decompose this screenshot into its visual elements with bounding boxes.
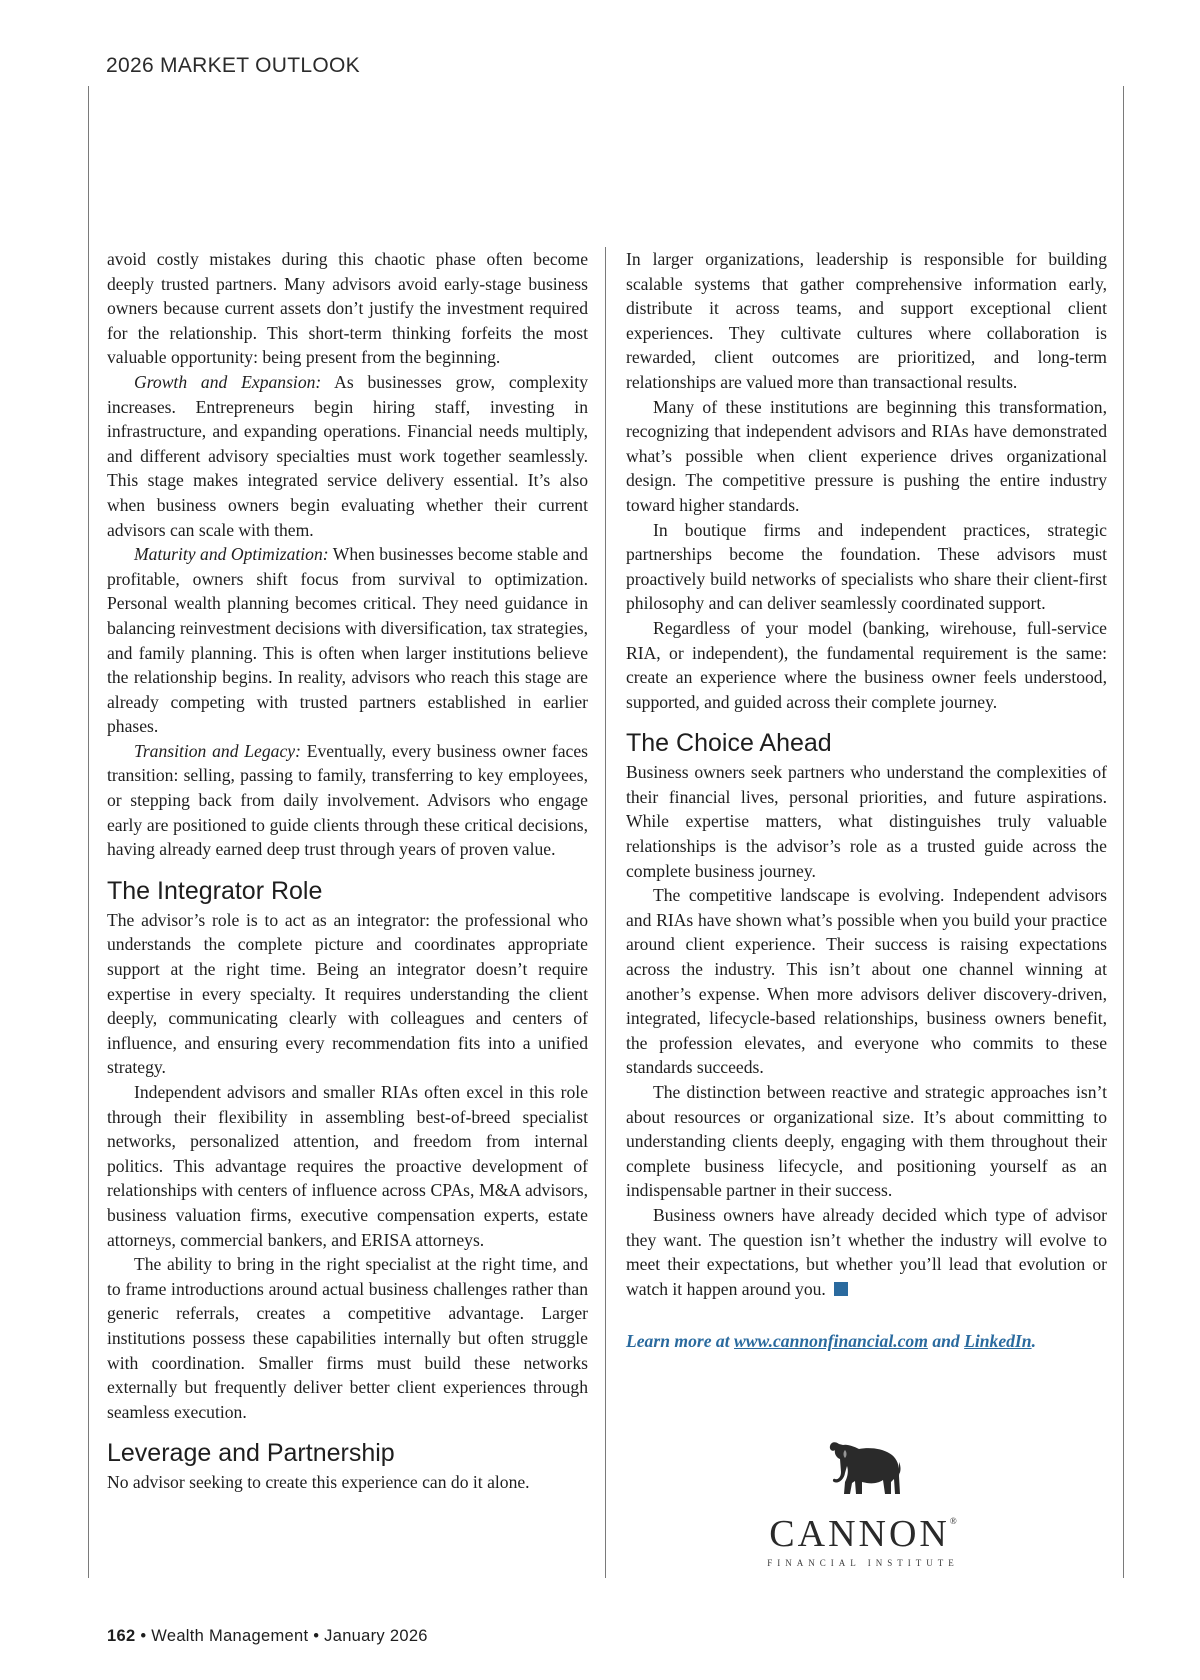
left-column-rule [88,86,89,1578]
learn-more-line [626,1329,1107,1353]
paragraph: The competitive landscape is evolving. Independent advisors and RIAs have shown what’s possible when you build your practice around client experience. Their success is raising expectations across the industry. This isn’t about one channel winning at another’s expense. When more advisors deliver discovery-driven, integrated, lifecycle-based relationships, business owners benefit, the profession elevates, and everyone who commits to these standards succeeds. [626,885,1107,1078]
paragraph-lead: Maturity and Optimization: [134,544,329,565]
paragraph: Business owners seek partners who understand the complexities of their financial lives, personal priorities, and future aspirations. While expertise matters, what distinguishes truly valuable relationships is the advisor’s role as a trusted guide across the complete business journey. [626,762,1107,881]
paragraph [107,542,588,739]
paragraph [107,370,588,542]
paragraph-lead: Transition and Legacy: [134,740,301,761]
end-mark-icon [834,1282,848,1296]
paragraph: avoid costly mistakes during this chaotic phase often become deeply trusted partners. Many advisors avoid early-stage business owners because current assets don’t justify the investment required for the relationship. This short-term thinking forfeits the most valuable opportunity: being present from the beginning. [107,249,588,368]
paragraph: In larger organizations, leadership is responsible for building scalable systems that gather comprehensive information early, distribute it across teams, and support exceptional client experiences. They cultivate cultures where collaboration is rewarded, client outcomes are prioritized, and long-term relationships are valued more than transactional results. [626,249,1107,392]
page-number: 162 [107,1627,136,1645]
running-title: 2026 MARKET OUTLOOK [106,54,360,77]
paragraph-body: Business owners have already decided which type of advisor they want. The question isn’t whether the industry will evolve to meet their expectations, but whether you’ll lead that evolution or watch it happen around you. [626,1204,1107,1299]
section-heading: Leverage and Partnership [107,1439,395,1468]
paragraph-lead: Growth and Expansion: [134,371,322,392]
learn-more-and: and [927,1331,965,1352]
paragraph: In boutique firms and independent practices, strategic partnerships become the foundation. These advisors must proactively build networks of specialists who share their client-first philosophy and can deliver seamlessly coordinated support. [626,519,1107,614]
learn-more-prefix: Learn more at [626,1331,735,1352]
cannon-logo [748,1432,978,1582]
publication-info: • Wealth Management • January 2026 [135,1627,428,1645]
right-column [626,247,1107,1353]
paragraph: Regardless of your model (banking, wirehouse, full-service RIA, or independent), the fundamental requirement is the same: create an experience where the business owner feels understood, supported, and guided across their complete journey. [626,617,1107,712]
paragraph-body: Eventually, every business owner faces transition: selling, passing to family, transferring to key employees, or stepping back from daily involvement. Advisors who engage early are positioned to guide clients through these critical decisions, having already earned deep trust through years of proven value. [107,740,588,860]
paragraph-body: As businesses grow, complexity increases. Entrepreneurs begin hiring staff, investing in infrastructure, and expanding operations. Financial needs multiply, and different advisory specialties must work together seamlessly. This stage makes integrated service delivery essential. It’s also when business owners begin evaluating whether their current advisors can scale with them. [107,371,588,540]
paragraph: The distinction between reactive and strategic approaches isn’t about resources or organizational size. It’s about committing to understanding clients deeply, engaging with them throughout their complete business lifecycle, and positioning yourself as an indispensable partner in their success. [626,1082,1107,1201]
paragraph: The ability to bring in the right specialist at the right time, and to frame introductions around actual business challenges rather than generic referrals, creates a competitive advantage. Larger institutions possess these capabilities internally but often struggle with coordination. Smaller firms must build these networks externally but frequently deliver better client experiences through seamless execution. [107,1254,588,1422]
paragraph [107,739,588,862]
logo-wordmark [748,1512,978,1556]
linkedin-link[interactable]: LinkedIn [964,1331,1032,1352]
paragraph: The advisor’s role is to act as an integrator: the professional who understands the complete picture and coordinates appropriate support at the right time. Being an integrator doesn’t require expertise in every specialty. It requires understanding the client deeply, communicating clearly with colleagues and centers of influence, and ensuring every recommendation fits into a unified strategy. [107,909,588,1078]
section-heading: The Integrator Role [107,876,323,905]
website-link[interactable]: www.cannonfinancial.com [734,1331,928,1352]
elephant-icon [825,1432,901,1504]
paragraph: No advisor seeking to create this experience can do it alone. [107,1472,530,1493]
paragraph: Independent advisors and smaller RIAs often excel in this role through their flexibility in assembling best-of-breed specialist networks, personalized attention, and freedom from internal politics. This advantage requires the proactive development of relationships with centers of influence across CPAs, M&A advisors, business valuation firms, executive compensation experts, estate attorneys, commercial bankers, and ERISA attorneys. [107,1082,588,1250]
paragraph-body: When businesses become stable and profitable, owners shift focus from survival to optimization. Personal wealth planning becomes critical. They need guidance in balancing reinvestment decisions with diversification, tax strategies, and family planning. This is often when larger institutions believe the relationship begins. In reality, advisors who reach this stage are already competing with trusted partners established in earlier phases. [107,544,588,737]
left-column [107,247,588,1495]
trademark-symbol: ® [949,1516,957,1526]
center-column-rule [605,247,606,1578]
logo-subtitle: FINANCIAL INSTITUTE [767,1558,959,1568]
page-footer [107,1627,428,1646]
logo-name: CANNON [769,1513,950,1555]
section-heading: The Choice Ahead [626,729,832,758]
paragraph: Many of these institutions are beginning this transformation, recognizing that independent advisors and RIAs have demonstrated what’s possible when client experience drives organizational design. The competitive pressure is pushing the entire industry toward higher standards. [626,396,1107,515]
paragraph [626,1203,1107,1301]
right-column-rule [1123,86,1124,1578]
learn-more-suffix: . [1031,1331,1036,1352]
